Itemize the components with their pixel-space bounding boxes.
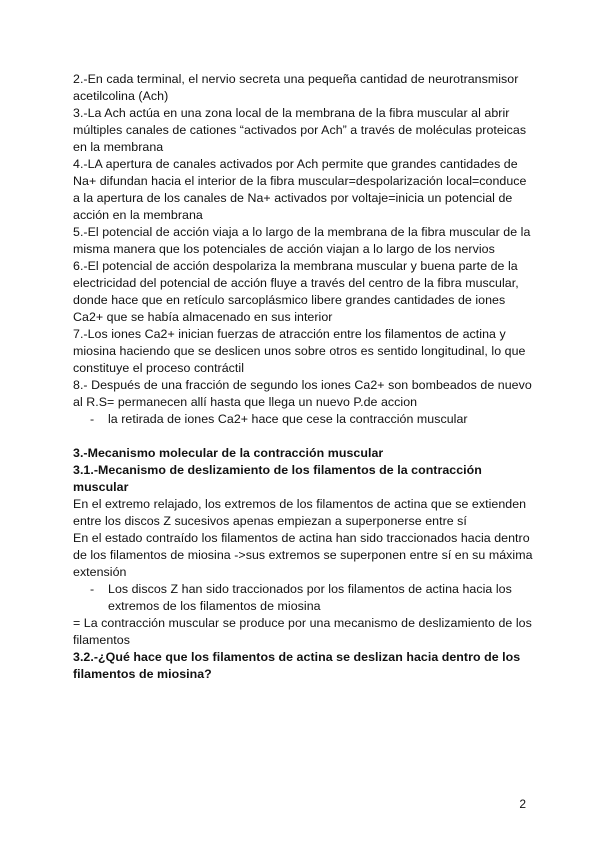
paragraph-conclusion: = La contracción muscular se produce por una mecanismo de deslizamiento de los filamentos [73, 616, 532, 647]
spacer [73, 428, 533, 445]
page-content [73, 71, 533, 683]
paragraph-relajado: En el extremo relajado, los extremos de los filamentos de actina que se extienden entre los discos Z sucesivos apenas empiezan a superponerse entre sí [73, 497, 527, 528]
paragraph-step-2: 2.-En cada terminal, el nervio secreta una pequeña cantidad de neurotransmisor acetilcolina (Ach) [73, 72, 519, 103]
page-number: 2 [519, 797, 526, 811]
bullet-item [73, 581, 533, 615]
bullet-text: Los discos Z han sido traccionados por los filamentos de actina hacia los extremos de los filamentos de miosina [108, 582, 512, 613]
dash-bullet: - [90, 412, 95, 426]
bullet-text: la retirada de iones Ca2+ hace que cese la contracción muscular [108, 412, 468, 426]
paragraph-step-3: 3.-La Ach actúa en una zona local de la membrana de la fibra muscular al abrir múltiples canales de cationes “activados por Ach” a través de moléculas proteicas en la membrana [73, 106, 527, 154]
paragraph-step-8: 8.- Después de una fracción de segundo los iones Ca2+ son bombeados de nuevo al R.S= permanecen allí hasta que llega un nuevo P.de accion [73, 378, 532, 409]
subsection-heading-question: 3.2.-¿Qué hace que los filamentos de actina se deslizan hacia dentro de los filamentos de miosina? [73, 650, 521, 681]
paragraph-step-7: 7.-Los iones Ca2+ inician fuerzas de atracción entre los filamentos de actina y miosina haciendo que se deslicen unos sobre otros es sentido longitudinal, lo que constituye el proceso contráctil [73, 327, 526, 375]
paragraph-step-4: 4.-LA apertura de canales activados por Ach permite que grandes cantidades de Na+ difundan hacia el interior de la fibra muscular=despolarización local=conduce a la apertura de los canales de Na+ activados por voltaje=inicia un potencial de acción en la membrana [73, 157, 527, 222]
subsection-heading: 3.1.-Mecanismo de deslizamiento de los filamentos de la contracción muscular [73, 463, 482, 494]
paragraph-step-5: 5.-El potencial de acción viaja a lo largo de la membrana de la fibra muscular de la misma manera que los potenciales de acción viajan a lo largo de los nervios [73, 225, 531, 256]
bullet-item [73, 411, 533, 428]
dash-bullet: - [90, 582, 95, 596]
paragraph-contraido: En el estado contraído los filamentos de actina han sido traccionados hacia dentro de los filamentos de miosina ->sus extremos se superponen entre sí en su máxima extensión [73, 531, 533, 579]
paragraph-step-6: 6.-El potencial de acción despolariza la membrana muscular y buena parte de la electricidad del potencial de acción fluye a través del centro de la fibra muscular, donde hace que en retículo sarcoplásmico libere grandes cantidades de iones Ca2+ que se había almacenado en sus interior [73, 259, 519, 324]
section-heading: 3.-Mecanismo molecular de la contracción muscular [73, 446, 384, 460]
